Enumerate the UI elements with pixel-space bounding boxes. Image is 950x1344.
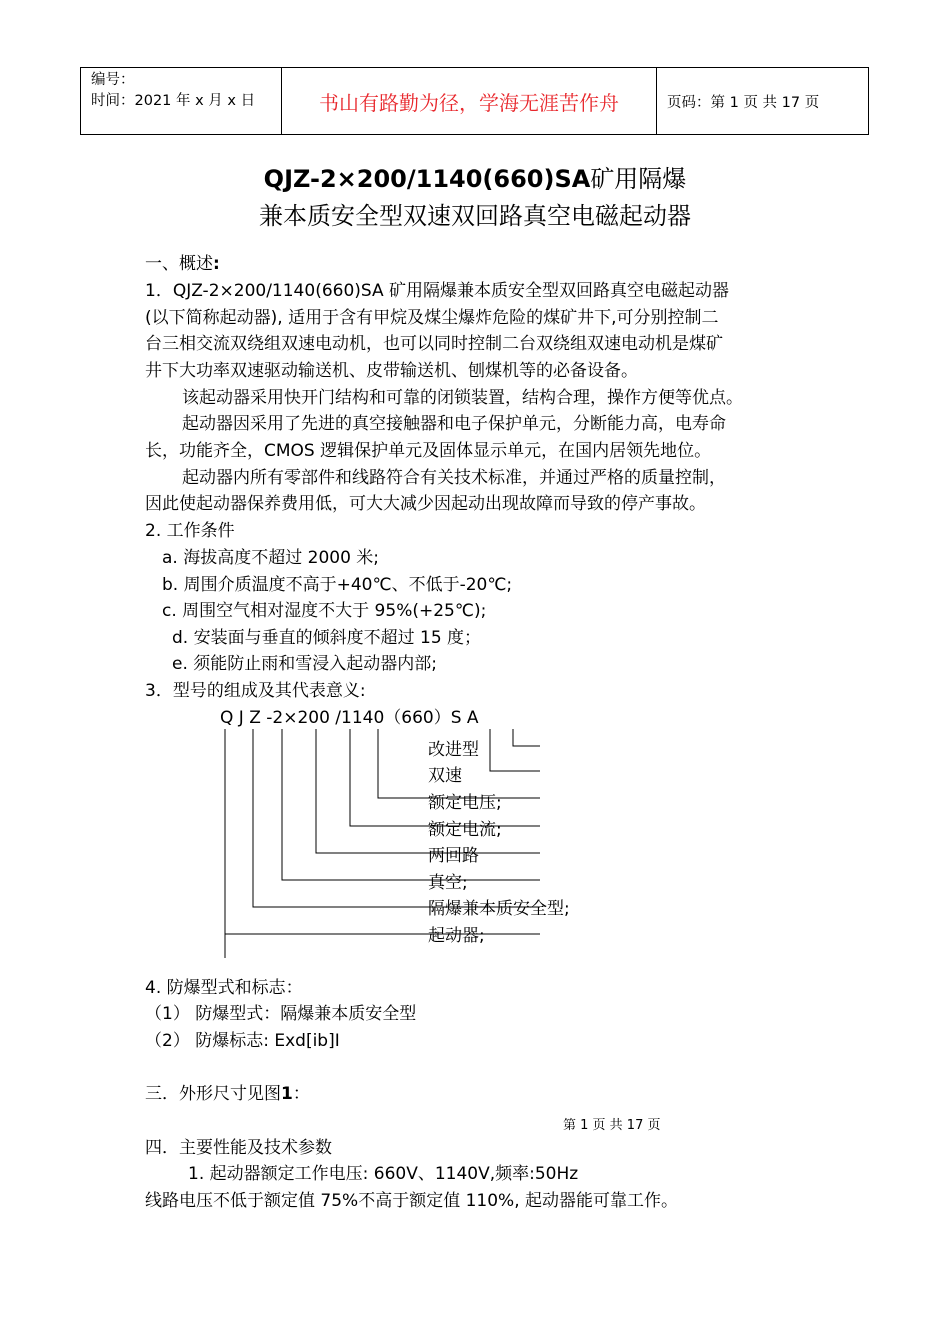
model-label: 真空; xyxy=(428,873,468,893)
paragraph-line: 1. 起动器额定工作电压: 660V、1140V,频率:50Hz xyxy=(188,1164,579,1184)
page-footer: 第 1 页 共 17 页 xyxy=(563,1118,661,1133)
model-label: 起动器; xyxy=(428,926,485,946)
paragraph-line: 起动器因采用了先进的真空接触器和电子保护单元，分断能力高，电寿命 xyxy=(182,414,726,434)
header-page-label: 页码：第 1 页 共 17 页 xyxy=(667,94,820,111)
paragraph-line: 1．QJZ-2×200/1140(660)SA 矿用隔爆兼本质安全型双回路真空电磁起动器 xyxy=(145,281,730,301)
paragraph-line: 台三相交流双绕组双速电动机，也可以同时控制二台双绕组双速电动机是煤矿 xyxy=(145,334,723,354)
condition-item: a. 海拔高度不超过 2000 米; xyxy=(162,548,380,568)
model-label: 隔爆兼本质安全型; xyxy=(428,899,570,919)
condition-item: b. 周围介质温度不高于+40℃、不低于-20℃; xyxy=(162,575,513,595)
title-model: QJZ-2×200/1140(660)SA xyxy=(263,165,591,193)
title-line-1-rest: 矿用隔爆 xyxy=(590,165,687,193)
section-3-heading: 三．外形尺寸见图1： xyxy=(145,1084,310,1104)
model-label: 双速 xyxy=(428,766,462,786)
section-4-heading: 四．主要性能及技术参数 xyxy=(145,1138,332,1158)
explosion-item: （1） 防爆型式：隔爆兼本质安全型 xyxy=(145,1004,417,1024)
paragraph-line: 线路电压不低于额定值 75%不高于额定值 110%, 起动器能可靠工作。 xyxy=(145,1191,679,1211)
model-code: Q J Z -2×200 /1140（660）S A xyxy=(220,708,479,728)
model-label: 额定电流; xyxy=(428,820,502,840)
model-label: 两回路 xyxy=(428,846,479,866)
paragraph-line: 起动器内所有零部件和线路符合有关技术标准，并通过严格的质量控制， xyxy=(182,468,726,488)
title-line-2: 兼本质安全型双速双回路真空电磁起动器 xyxy=(259,202,691,230)
model-heading: 3．型号的组成及其代表意义: xyxy=(145,681,366,701)
paragraph-line: (以下简称起动器), 适用于含有甲烷及煤尘爆炸危险的煤矿井下,可分别控制二 xyxy=(145,308,719,328)
paragraph-line: 井下大功率双速驱动输送机、皮带输送机、刨煤机等的必备设备。 xyxy=(145,361,638,381)
header-number: 编号： xyxy=(91,72,135,88)
condition-item: e. 须能防止雨和雪浸入起动器内部; xyxy=(172,654,437,674)
explosion-item: （2） 防爆标志: Exd[ib]I xyxy=(145,1031,340,1051)
section-1-heading: 一、概述: xyxy=(145,254,220,274)
paragraph-line: 因此使起动器保养费用低，可大大减少因起动出现故障而导致的停产事故。 xyxy=(145,494,706,514)
paragraph-line: 长，功能齐全，CMOS 逻辑保护单元及固体显示单元，在国内居领先地位。 xyxy=(145,441,712,461)
header-time: 时间：2021 年 x 月 x 日 xyxy=(91,93,256,109)
paragraph-line: 该起动器采用快开门结构和可靠的闭锁装置，结构合理，操作方便等优点。 xyxy=(182,388,743,408)
condition-item: c. 周围空气相对湿度不大于 95%(+25℃); xyxy=(162,601,487,621)
condition-item: d. 安装面与垂直的倾斜度不超过 15 度； xyxy=(172,628,482,648)
conditions-heading: 2. 工作条件 xyxy=(145,521,235,541)
model-label: 额定电压; xyxy=(428,793,502,813)
header-motto: 书山有路勤为径，学海无涯苦作舟 xyxy=(282,68,657,134)
explosion-heading: 4. 防爆型式和标志： xyxy=(145,978,303,998)
model-label: 改进型 xyxy=(428,740,479,760)
